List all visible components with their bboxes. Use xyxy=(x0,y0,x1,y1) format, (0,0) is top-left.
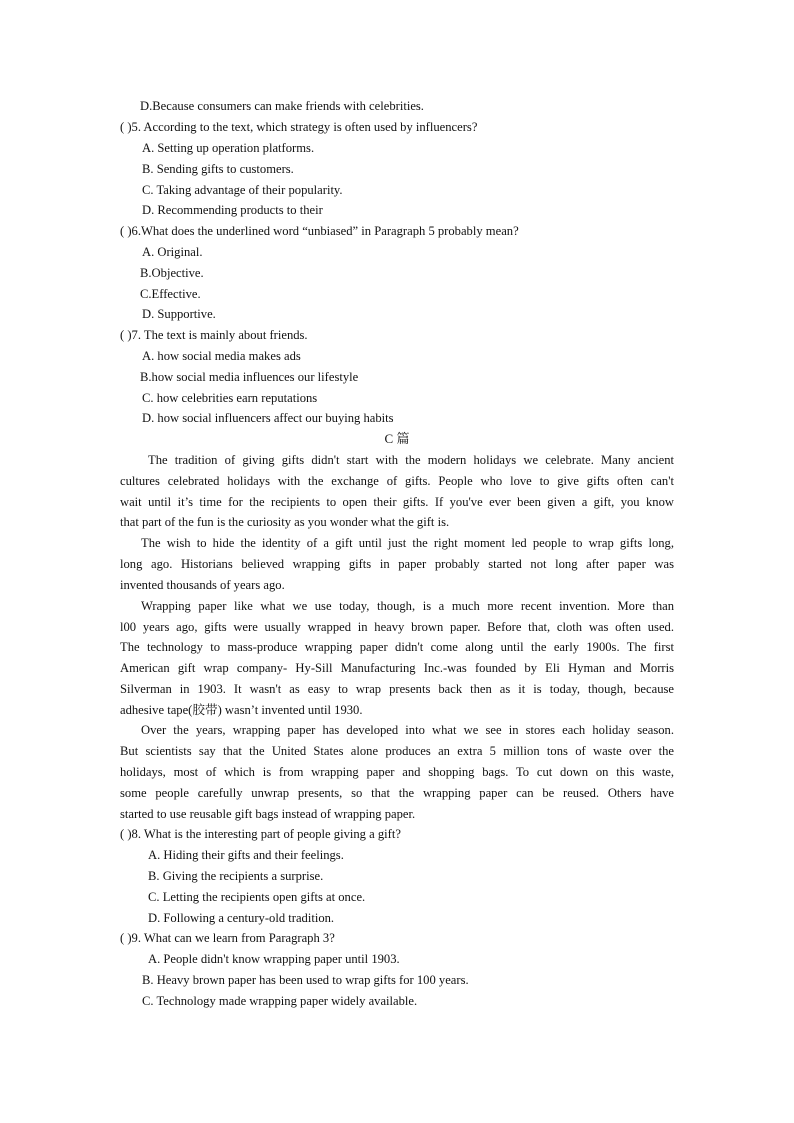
q7-stem: ( )7. The text is mainly about friends. xyxy=(120,328,308,342)
q6-option-b: B.Objective. xyxy=(140,266,204,280)
passage-line-12: Silverman in 1903. It wasn't as easy to wrap presents back then as it is today, though, because xyxy=(120,682,674,696)
q5-option-c: C. Taking advantage of their popularity. xyxy=(142,183,343,197)
q9-option-c: C. Technology made wrapping paper widely available. xyxy=(142,994,418,1008)
passage-line-1: The tradition of giving gifts didn't start with the modern holidays we celebrate. Many ancient xyxy=(148,453,674,467)
q8-option-b: B. Giving the recipients a surprise. xyxy=(148,869,324,883)
q5-option-b: B. Sending gifts to customers. xyxy=(142,162,294,176)
q7-option-b: B.how social media influences our lifestyle xyxy=(140,370,359,384)
q5-stem: ( )5. According to the text, which strategy is often used by influencers? xyxy=(120,120,478,134)
passage-line-5: The wish to hide the identity of a gift until just the right moment led people to wrap gifts long, xyxy=(141,536,674,550)
passage-line-17: some people carefully unwrap presents, so that the wrapping paper can be reused. Others have xyxy=(120,786,674,800)
passage-line-14: Over the years, wrapping paper has developed into what we see in stores each holiday season. xyxy=(141,723,674,737)
q8-option-c: C. Letting the recipients open gifts at once. xyxy=(148,890,366,904)
passage-line-13: adhesive tape(胶带) wasn’t invented until 1930. xyxy=(120,703,363,717)
q4-option-d: D.Because consumers can make friends with celebrities. xyxy=(140,99,424,113)
passage-line-11: American gift wrap company- Hy-Sill Manufacturing Inc.-was founded by Eli Hyman and Morris xyxy=(120,661,674,675)
passage-line-18: started to use reusable gift bags instead of wrapping paper. xyxy=(120,807,416,821)
passage-line-16: holidays, most of which is from wrapping paper and shopping bags. To cut down on this waste, xyxy=(120,765,674,779)
section-c-heading: C 篇 xyxy=(384,431,410,446)
passage-line-9: l00 years ago, gifts were usually wrapped in heavy brown paper. Before that, cloth was often used. xyxy=(120,620,674,634)
q8-option-a: A. Hiding their gifts and their feelings. xyxy=(148,848,344,862)
q7-option-a: A. how social media makes ads xyxy=(142,349,301,363)
passage-line-10: The technology to mass-produce wrapping paper didn't come along until the early 1900s. The first xyxy=(120,640,674,654)
passage-line-6: long ago. Historians believed wrapping gifts in paper probably started not long after paper was xyxy=(120,557,674,571)
passage-line-4: that part of the fun is the curiosity as you wonder what the gift is. xyxy=(120,515,450,529)
q9-option-a: A. People didn't know wrapping paper until 1903. xyxy=(148,952,400,966)
q7-option-d: D. how social influencers affect our buying habits xyxy=(142,411,394,425)
passage-line-2: cultures celebrated holidays with the exchange of gifts. People who love to give gifts often can't xyxy=(120,474,674,488)
q7-option-c: C. how celebrities earn reputations xyxy=(142,391,318,405)
passage-line-15: But scientists say that the United States alone produces an extra 5 million tons of waste over the xyxy=(120,744,674,758)
q5-option-d: D. Recommending products to their xyxy=(142,203,323,217)
q9-option-b: B. Heavy brown paper has been used to wrap gifts for 100 years. xyxy=(142,973,469,987)
q6-option-c: C.Effective. xyxy=(140,287,201,301)
passage-line-8: Wrapping paper like what we use today, though, is a much more recent invention. More than xyxy=(141,599,674,613)
q6-stem: ( )6.What does the underlined word “unbiased” in Paragraph 5 probably mean? xyxy=(120,224,519,238)
q9-stem: ( )9. What can we learn from Paragraph 3? xyxy=(120,931,335,945)
q8-stem: ( )8. What is the interesting part of people giving a gift? xyxy=(120,827,401,841)
q5-option-a: A. Setting up operation platforms. xyxy=(142,141,315,155)
passage-line-3: wait until it’s time for the recipients to open their gifts. If you've ever been given a gift, you know xyxy=(120,495,674,509)
q6-option-a: A. Original. xyxy=(142,245,203,259)
q8-option-d: D. Following a century-old tradition. xyxy=(148,911,335,925)
q6-option-d: D. Supportive. xyxy=(142,307,216,321)
passage-line-7: invented thousands of years ago. xyxy=(120,578,285,592)
